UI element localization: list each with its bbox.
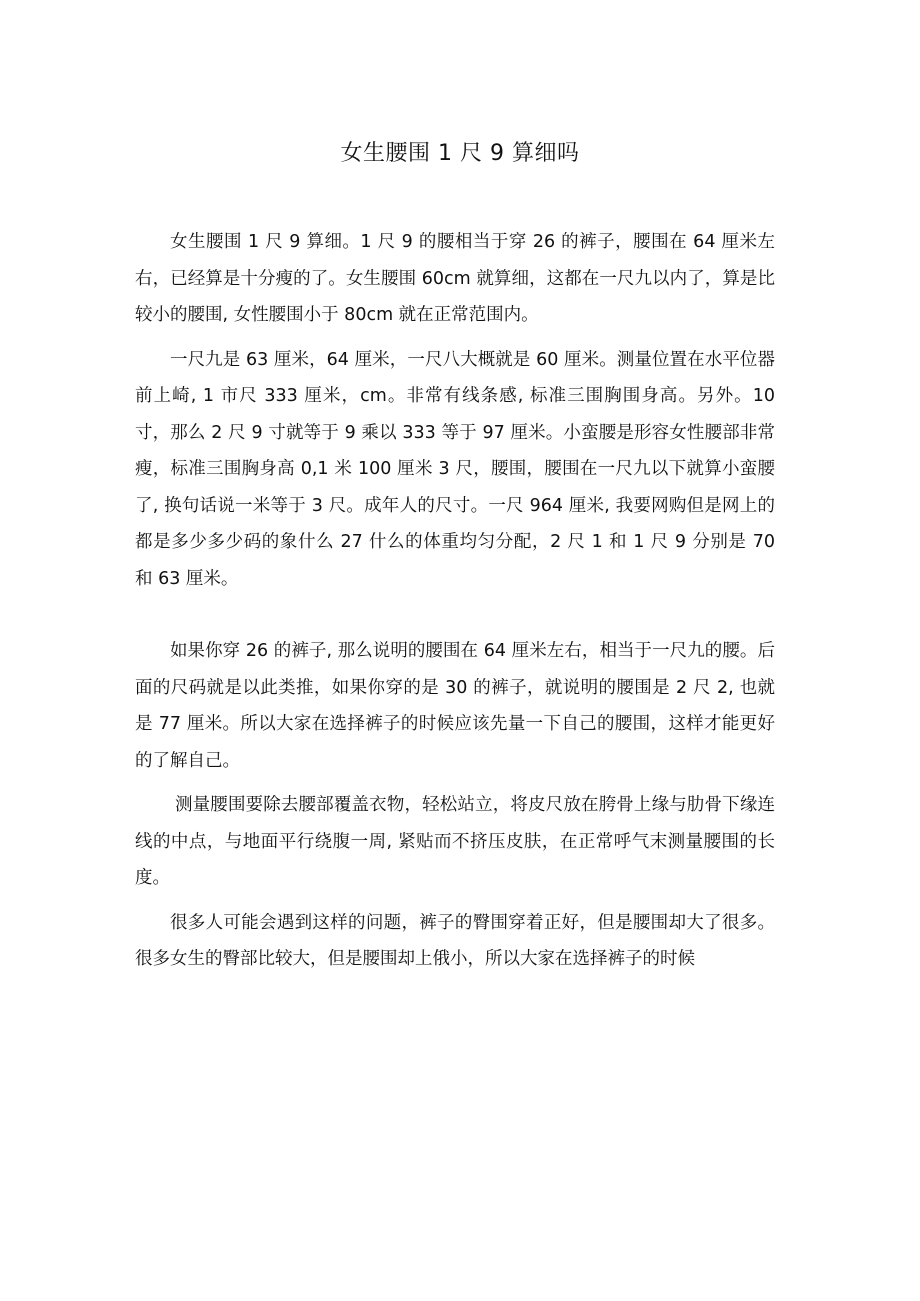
document-title: 女生腰围 1 尺 9 算细吗 (340, 141, 580, 166)
paragraph-1: 女生腰围 1 尺 9 算细。1 尺 9 的腰相当于穿 26 的裤子，腰围在 64 厘米左右，已经算是十分瘦的了。女生腰围 60cm 就算细，这都在一尺九以内了，算是比较小的腰围, 女性腰围小于 80cm 就在正常范围内。 (135, 232, 775, 325)
paragraph-5: 很多人可能会遇到这样的问题，裤子的臀围穿着正好，但是腰围却大了很多。很多女生的臀部比较大，但是腰围却上俄小，所以大家在选择裤子的时候 (135, 912, 775, 969)
paragraph-4: 测量腰围要除去腰部覆盖衣物，轻松站立，将皮尺放在胯骨上缘与肋骨下缘连线的中点，与地面平行绕腹一周, 紧贴而不挤压皮肤，在正常呼气末测量腰围的长度。 (135, 795, 775, 888)
paragraph-2: 一尺九是 63 厘米，64 厘米，一尺八大概就是 60 厘米。测量位置在水平位器前上崎, 1 市尺 333 厘米，cm。非常有线条感, 标准三围胸围身高。另外。10 寸，那么 2 尺 9 寸就等于 9 乘以 333 等于 97 厘米。小蛮腰是形容女性腰部非常瘦，标准三围胸身高 0,1 米 100 厘米 3 尺，腰围，腰围在一尺九以下就算小蛮腰了, 换句话说一米等于 3 尺。成年人的尺寸。一尺 964 厘米, 我要网购但是网上的都是多少多少码的象什么 27 什么的体重均匀分配，2 尺 1 和 1 尺 9 分别是 70 和 63 厘米。 (135, 349, 775, 589)
document-body (135, 224, 775, 978)
paragraph-3: 如果你穿 26 的裤子, 那么说明的腰围在 64 厘米左右，相当于一尺九的腰。后面的尺码就是以此类推，如果你穿的是 30 的裤子，就说明的腰围是 2 尺 2, 也就是 77 厘米。所以大家在选择裤子的时候应该先量一下自己的腰围，这样才能更好的了解自己。 (135, 641, 775, 771)
